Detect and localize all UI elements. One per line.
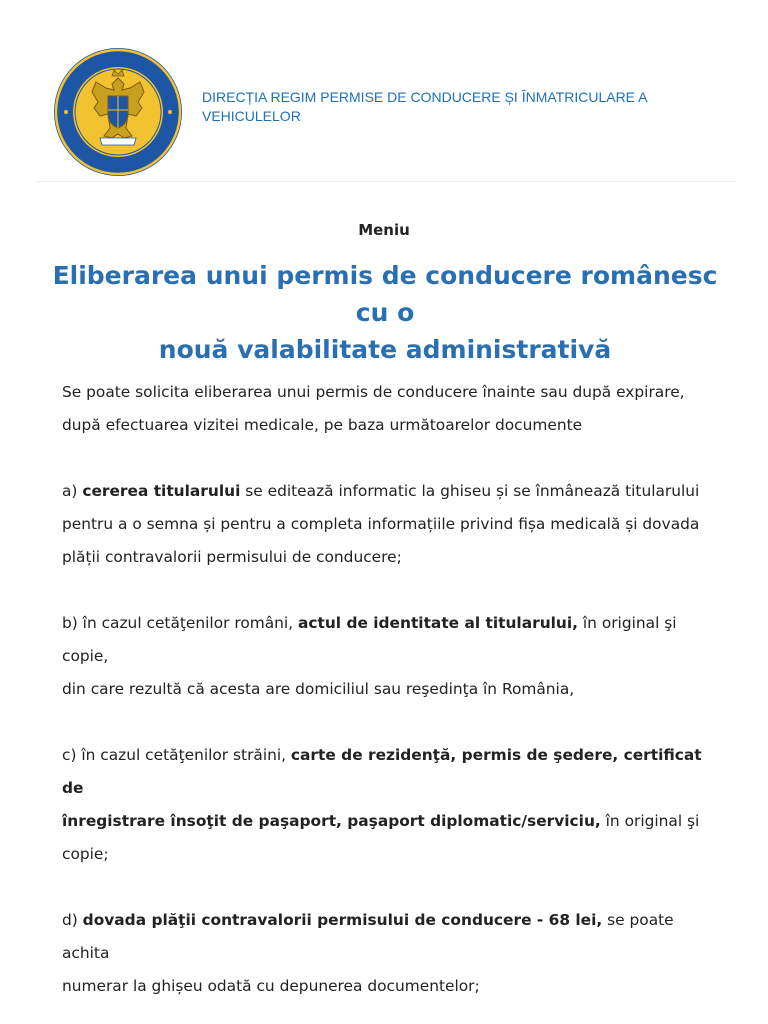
item-d-line2: numerar la ghișeu odată cu depunerea documentelor; xyxy=(62,977,480,995)
item-a-rest-line1: se editează informatic la ghiseu și se înmânează titularului xyxy=(240,482,700,500)
emblem-logo[interactable] xyxy=(52,46,184,178)
item-b-paragraph xyxy=(62,607,722,706)
page-title-line1: Eliberarea unui permis de conducere românesc cu o xyxy=(52,261,718,327)
item-b-rest-line1: în original şi copie, xyxy=(62,614,677,665)
menu-toggle[interactable]: Meniu xyxy=(358,221,410,239)
item-d-rest-line1: se poate achita xyxy=(62,911,674,962)
intro-line1: Se poate solicita eliberarea unui permis de conducere înainte sau după expirare, xyxy=(62,383,685,401)
item-a-line3: plății contravalorii permisului de conducere; xyxy=(62,548,402,566)
site-header xyxy=(36,0,736,182)
item-d-bold: dovada plăţii contravalorii permisului de conducere - 68 lei, xyxy=(82,911,603,929)
item-b-line2: din care rezultă că acesta are domiciliul sau reşedinţa în România, xyxy=(62,680,575,698)
item-a-prefix: a) xyxy=(62,482,83,500)
page-title xyxy=(40,257,730,368)
item-b-bold: actul de identitate al titularului, xyxy=(297,614,578,632)
item-c-paragraph xyxy=(62,739,722,871)
intro-paragraph xyxy=(62,376,722,442)
site-title-line1[interactable]: DIRECȚIA REGIM PERMISE DE CONDUCERE ȘI ÎNMATRICULARE A xyxy=(202,89,648,105)
item-d-prefix: d) xyxy=(62,911,83,929)
item-b-prefix: b) în cazul cetăţenilor români, xyxy=(62,614,298,632)
article-content xyxy=(62,376,722,1003)
site-title[interactable] xyxy=(202,88,672,126)
item-a-paragraph xyxy=(62,475,722,574)
item-c-rest-line2: în original şi copie; xyxy=(62,812,700,863)
item-c-bold-line2: înregistrare însoţit de paşaport, paşaport diplomatic/serviciu, xyxy=(62,812,601,830)
item-a-bold: cererea titularului xyxy=(82,482,241,500)
page-title-line2: nouă valabilitate administrativă xyxy=(158,335,612,364)
intro-line2: după efectuarea vizitei medicale, pe baza următoarelor documente xyxy=(62,416,583,434)
site-title-line2[interactable]: VEHICULELOR xyxy=(202,108,301,124)
item-c-prefix: c) în cazul cetăţenilor străini, xyxy=(62,746,291,764)
item-d-paragraph xyxy=(62,904,722,1003)
item-c-bold-line1: carte de rezidenţă, permis de şedere, certificat de xyxy=(62,746,702,797)
item-a-line2: pentru a o semna și pentru a completa informațiile privind fișa medicală și dovada xyxy=(62,515,700,533)
